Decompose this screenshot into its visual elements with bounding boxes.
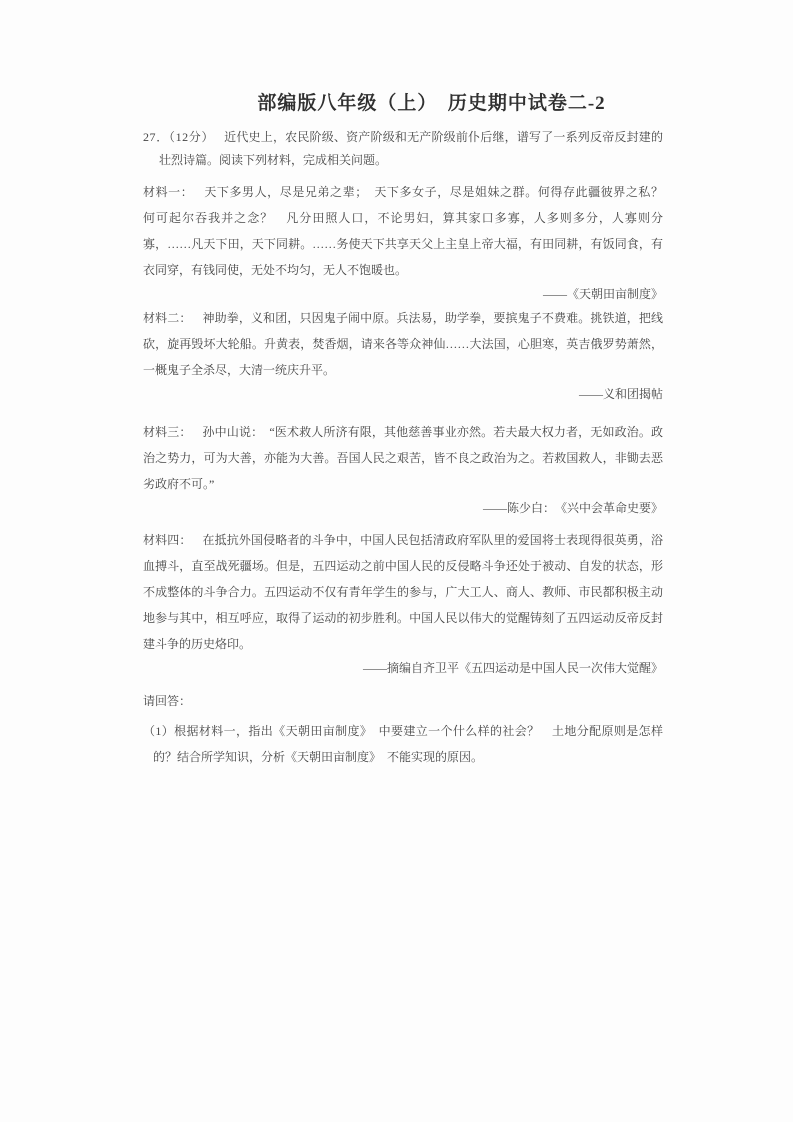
material-4-section	[143, 527, 663, 679]
material-2-text: 神助拳，义和团，只因鬼子闹中原。兵法易，助学拳，要摈鬼子不费难。挑铁道，把线砍，旋再毁坏大轮船。升黄表，焚香烟，请来各等众神仙……大法国，心胆寒，英吉俄罗势萧然，一概鬼子全杀尽，大清一统庆升平。	[143, 311, 663, 377]
material-4-label: 材料四：	[143, 533, 192, 547]
material-2-label: 材料二：	[143, 311, 192, 325]
material-2-paragraph	[143, 305, 663, 383]
paper-title: 部编版八年级（上） 历史期中试卷二-2	[257, 93, 606, 114]
material-3-text: 孙中山说： “医术救人所济有限，其他慈善事业亦然。若夫最大权力者，无如政治。政治之势力，可为大善，亦能为大善。吾国人民之艰苦，皆不良之政治为之。若救国救人，非锄去恶劣政府不可。”	[143, 425, 663, 491]
material-2-source: ——义和团揭帖	[578, 387, 663, 401]
material-3-source: ——陈少白： 《兴中会革命史要》	[482, 501, 663, 515]
question-score: （12分）	[168, 130, 215, 144]
material-4-source: ——摘编自齐卫平《五四运动是中国人民一次伟大觉醒》	[362, 661, 663, 675]
material-3-label: 材料三：	[143, 425, 192, 439]
material-1-text: 天下多男人，尽是兄弟之辈； 天下多女子，尽是姐妹之群。何得存此疆彼界之私？ 何可起尔吞我并之念？ 凡分田照人口，不论男妇，算其家口多寡，人多则多分，人寡则分寡，……凡天下田，天下同耕。……务使天下共享天父上主皇上帝大福，有田同耕，有饭同食，有衣同穿，有钱同使，无处不均匀，无人不饱暖也。	[143, 185, 676, 277]
question-number: 27．	[143, 130, 169, 144]
answer-prompt: 请回答：	[143, 694, 192, 708]
material-4-paragraph	[143, 527, 663, 657]
question-intro: 近代史上，农民阶级、资产阶级和无产阶级前仆后继，谱写了一系列反帝反封建的壮烈诗篇。阅读下列材料，完成相关问题。	[159, 130, 663, 167]
sub-question-1: （1）根据材料一，指出《天朝田亩制度》 中要建立一个什么样的社会？ 土地分配原则是怎样的？结合所学知识，分析《天朝田亩制度》 不能实现的原因。	[143, 724, 663, 764]
material-1-paragraph	[143, 179, 676, 283]
material-3-section	[143, 419, 663, 519]
question-27-header	[143, 126, 663, 172]
material-1-section	[143, 179, 676, 305]
material-2-section	[143, 305, 663, 405]
material-1-source: ——《天朝田亩制度》	[542, 287, 663, 301]
material-3-paragraph	[143, 419, 663, 497]
paper-body	[143, 126, 676, 770]
material-4-text: 在抵抗外国侵略者的斗争中，中国人民包括清政府军队里的爱国将士表现得很英勇，浴血搏斗，直至战死疆场。但是，五四运动之前中国人民的反侵略斗争还处于被动、自发的状态，形不成整体的斗争合力。五四运动不仅有青年学生的参与，广大工人、商人、教师、市民都积极主动地参与其中，相互呼应，取得了运动的初步胜利。中国人民以伟大的觉醒铸刻了五四运动反帝反封建斗争的历史烙印。	[143, 533, 663, 651]
material-1-label: 材料一：	[143, 185, 194, 199]
